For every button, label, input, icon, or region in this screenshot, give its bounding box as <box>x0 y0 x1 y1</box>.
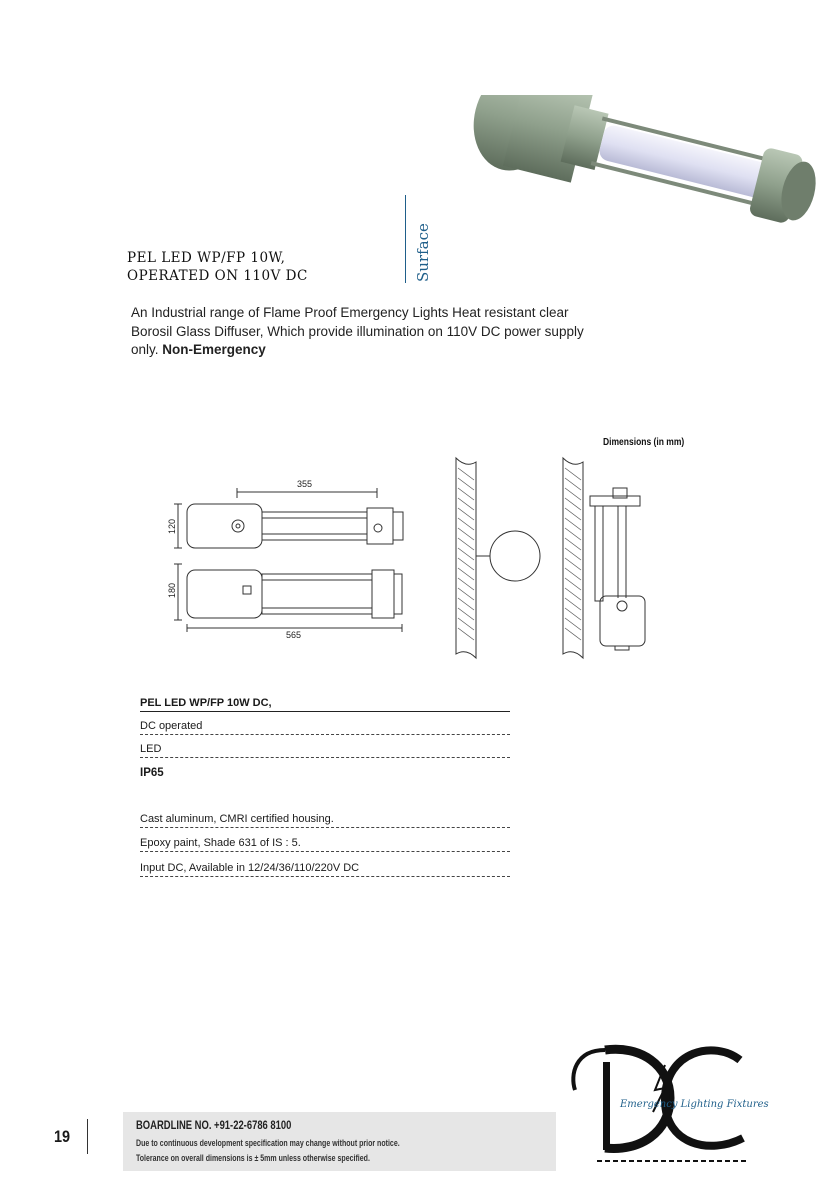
product-photo <box>455 95 835 295</box>
boardline-number: BOARDLINE NO. +91-22-6786 8100 <box>136 1120 292 1132</box>
spec-rating: IP65 <box>140 767 164 779</box>
dim-355: 355 <box>297 479 313 489</box>
dimensions-label: Dimensions (in mm) <box>603 437 685 448</box>
dim-180: 180 <box>167 582 177 598</box>
mount-type-label: Surface <box>414 223 432 282</box>
description-bold: Non-Emergency <box>162 342 266 357</box>
dim-120: 120 <box>167 518 177 534</box>
description-text: An Industrial range of Flame Proof Emergency Lights Heat resistant clear Borosil Glass Diffuser, Which provide illumination on 110V DC power supply only. <box>131 305 584 357</box>
product-title <box>127 249 308 285</box>
footer-note: Due to continuous development specification may change without prior notice. <box>136 1138 400 1148</box>
technical-drawing <box>160 448 690 673</box>
spec-row: Epoxy paint, Shade 631 of IS : 5. <box>140 837 510 852</box>
logo-tagline: Emergency Lighting Fixtures <box>620 1099 769 1110</box>
spec-heading: PEL LED WP/FP 10W DC, <box>140 697 510 712</box>
divider-line <box>405 195 406 283</box>
spec-row: LED <box>140 743 510 758</box>
spec-row: DC operated <box>140 720 510 735</box>
spec-row: Cast aluminum, CMRI certified housing. <box>140 813 510 828</box>
page-number: 19 <box>54 1127 71 1146</box>
product-title-line2: OPERATED ON 110V DC <box>127 268 308 284</box>
product-title-line1: PEL LED WP/FP 10W, <box>127 250 286 266</box>
page-divider <box>87 1119 88 1154</box>
spec-row: Input DC, Available in 12/24/36/110/220V DC <box>140 862 510 877</box>
product-description <box>131 304 591 360</box>
footer-note: Tolerance on overall dimensions is ± 5mm unless otherwise specified. <box>136 1153 370 1163</box>
dim-565: 565 <box>286 630 302 640</box>
